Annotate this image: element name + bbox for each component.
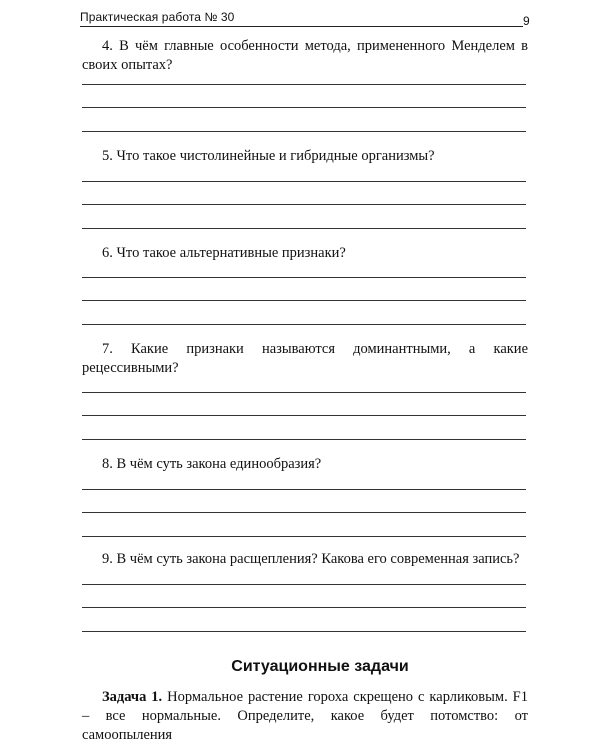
answer-line[interactable]	[82, 228, 526, 229]
answer-line[interactable]	[82, 489, 526, 490]
answer-line[interactable]	[82, 84, 526, 85]
answer-line[interactable]	[82, 584, 526, 585]
task-1-label: Задача 1.	[102, 689, 163, 705]
answer-line[interactable]	[82, 607, 526, 608]
question-5: 5. Что такое чистолинейные и гибридные организмы?	[102, 148, 435, 164]
answer-line[interactable]	[82, 631, 526, 632]
question-8: 8. В чём суть закона единообразия?	[102, 456, 322, 472]
task-1-text: Нормальное растение гороха скрещено с карликовым. F1 – все нормальные. Определите, какое будет потомство: от самоопыления	[82, 689, 528, 743]
answer-line[interactable]	[82, 107, 526, 108]
page-number: 9	[523, 14, 530, 28]
answer-line[interactable]	[82, 439, 526, 440]
question-7: 7. Какие признаки называются доминантными, а какие рецессивными?	[82, 341, 528, 376]
answer-line[interactable]	[82, 131, 526, 132]
answer-line[interactable]	[82, 181, 526, 182]
answer-line[interactable]	[82, 392, 526, 393]
answer-line[interactable]	[82, 300, 526, 301]
header-title: Практическая работа № 30	[80, 10, 235, 24]
task-1	[82, 688, 528, 745]
question-4: 4. В чём главные особенности метода, примененного Менделем в своих опытах?	[82, 38, 528, 73]
answer-line[interactable]	[82, 277, 526, 278]
page-header	[80, 8, 523, 27]
section-title: Ситуационные задачи	[231, 658, 409, 675]
answer-line[interactable]	[82, 324, 526, 325]
answer-line[interactable]	[82, 512, 526, 513]
question-6: 6. Что такое альтернативные признаки?	[102, 245, 346, 261]
answer-line[interactable]	[82, 415, 526, 416]
answer-line[interactable]	[82, 536, 526, 537]
answer-line[interactable]	[82, 204, 526, 205]
question-9: 9. В чём суть закона расщепления? Какова его современная запись?	[102, 551, 520, 567]
